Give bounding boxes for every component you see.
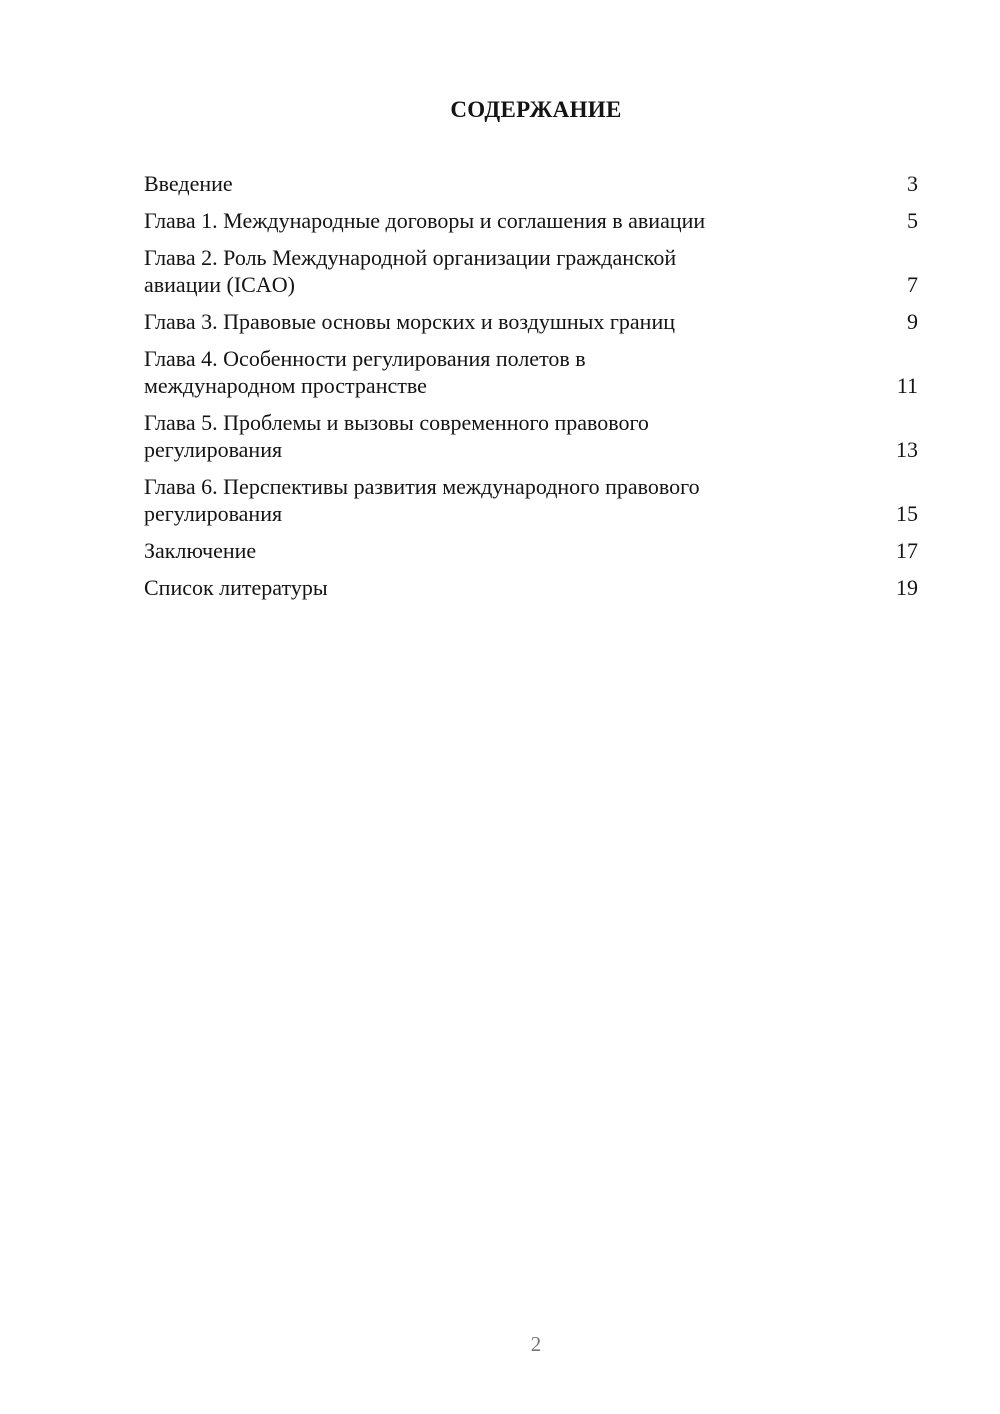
toc-entry-page: 3 bbox=[907, 171, 918, 196]
toc-entry-title bbox=[144, 170, 888, 197]
toc-entry-title bbox=[144, 244, 888, 298]
toc-entry-title bbox=[144, 308, 888, 335]
toc-entry bbox=[144, 244, 918, 298]
toc-entry-line: Глава 2. Роль Международной организации гражданской bbox=[144, 245, 677, 270]
toc-entry-title bbox=[144, 207, 888, 234]
toc-entry bbox=[144, 207, 918, 234]
toc-entry-page: 19 bbox=[896, 575, 918, 600]
toc-entry bbox=[144, 409, 918, 463]
toc-entry-line: Список литературы bbox=[144, 575, 328, 600]
page-number: 2 bbox=[530, 1332, 542, 1356]
page-title: СОДЕРЖАНИЕ bbox=[450, 97, 622, 122]
toc-entry-line: регулирования bbox=[144, 501, 283, 526]
toc-entry bbox=[144, 170, 918, 197]
toc-entry-line: авиации (ICAO) bbox=[144, 272, 295, 297]
toc-entry-title bbox=[144, 345, 888, 399]
toc-entry bbox=[144, 345, 918, 399]
toc-entry-page: 17 bbox=[896, 538, 918, 563]
toc-entry-page: 13 bbox=[896, 437, 918, 462]
toc-entry-line: Глава 5. Проблемы и вызовы современного правового bbox=[144, 410, 649, 435]
toc-entry bbox=[144, 574, 918, 601]
toc-entry-page: 9 bbox=[907, 309, 918, 334]
toc-entry-page: 11 bbox=[896, 373, 918, 398]
table-of-contents bbox=[144, 170, 918, 611]
toc-entry-line: Введение bbox=[144, 171, 233, 196]
toc-entry-title bbox=[144, 473, 888, 527]
toc-entry-title bbox=[144, 574, 888, 601]
toc-entry-title bbox=[144, 409, 888, 463]
toc-entry bbox=[144, 473, 918, 527]
toc-entry bbox=[144, 537, 918, 564]
toc-entry-line: международном пространстве bbox=[144, 373, 427, 398]
toc-entry-line: Глава 6. Перспективы развития международного правового bbox=[144, 474, 700, 499]
toc-entry-line: Глава 3. Правовые основы морских и воздушных границ bbox=[144, 309, 675, 334]
toc-entry-line: Глава 4. Особенности регулирования полетов в bbox=[144, 346, 586, 371]
toc-entry-page: 15 bbox=[896, 501, 918, 526]
toc-entry-page: 7 bbox=[907, 272, 918, 297]
toc-entry-line: регулирования bbox=[144, 437, 283, 462]
toc-entry-title bbox=[144, 537, 888, 564]
toc-entry-line: Глава 1. Международные договоры и соглашения в авиации bbox=[144, 208, 706, 233]
toc-entry bbox=[144, 308, 918, 335]
toc-entry-page: 5 bbox=[907, 208, 918, 233]
toc-entry-line: Заключение bbox=[144, 538, 257, 563]
